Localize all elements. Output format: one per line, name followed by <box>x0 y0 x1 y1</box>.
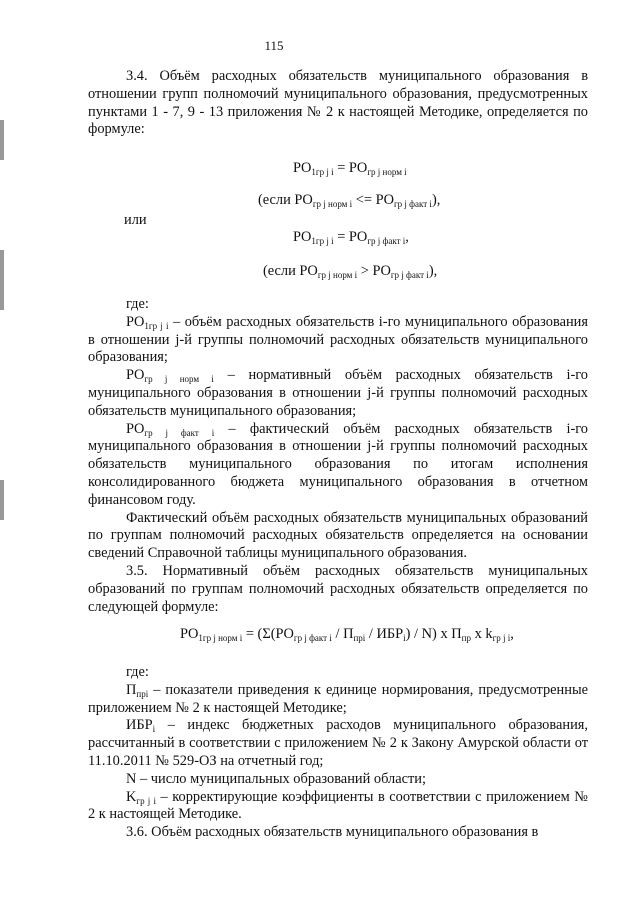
definition-item: $ИБР_i$ – индекс бюджетных расходов муниципального образования, рассчитанный в соответствии с приложением № 2 к Закону Амурской области от 11.10.2011 № 529-ОЗ на отчетный год; <box>88 717 588 769</box>
definition-item: $K_{гр j i}$ – корректирующие коэффициенты в соответствии с приложением № 2 к настоящей Методике. <box>88 788 588 823</box>
scan-edge-shadow <box>0 120 4 160</box>
where-label: где: <box>126 664 149 680</box>
definitions-3-5 <box>88 664 588 842</box>
paragraph: 3.4. Объём расходных обязательств муниципального образования в отношении групп полномочий муниципального образования, предусмотренных пунктами 1 - 7, 9 - 13 приложения № 2 к настоящей Методике, определяется по формуле: <box>88 68 588 138</box>
formula-2: $PO_{1гр j i} = PO_{гр j факт i}$, <box>293 229 409 246</box>
paragraph: Фактический объём расходных обязательств муниципальных образований по группам полномочий расходных обязательств определяется на основании сведений Справочной таблицы муниципального образования. <box>88 509 588 562</box>
scan-edge-shadow <box>0 250 4 310</box>
definition-item: N – число муниципальных образований области; <box>126 770 427 787</box>
definition-item: $PO_{гр j норм i}$ – нормативный объём расходных обязательств i-го муниципального образования в отношении j-й группы полномочий расходных обязательств муниципального образования; <box>88 367 588 419</box>
where-label: где: <box>126 296 149 312</box>
definition-item: $П_{прi}$ – показатели приведения к единице нормирования, предусмотренные приложением № 2 к настоящей Методике; <box>88 681 588 716</box>
condition-1: (если $PO_{гр j норм i} <= PO_{гр j факт i}$), <box>258 192 441 209</box>
scan-edge-shadow <box>0 480 4 520</box>
or-text: или <box>124 212 147 228</box>
definition-item: $PO_{1гр j i}$ – объём расходных обязательств i-го муниципального образования в отношении j-й группы полномочий расходных обязательств муниципального образования; <box>88 313 588 366</box>
definitions-3-4 <box>88 296 588 616</box>
paragraph: 3.5. Нормативный объём расходных обязательств муниципальных образований по группам полномочий расходных обязательств определяется по следующей формуле: <box>88 562 588 615</box>
formula-1: $PO_{1гр j i} = PO_{гр j норм i}$ <box>293 160 407 177</box>
section-3-4 <box>88 68 588 139</box>
condition-2: (если $PO_{гр j норм i} > PO_{гр j факт i}$), <box>263 263 438 280</box>
paragraph: 3.6. Объём расходных обязательств муниципального образования в <box>126 824 539 841</box>
formula-3: $PO_{1гр j норм i} = (\Sigma(PO_{гр j факт i} / П_{прi} / ИБР_i) / N)$ x $П_{пр}$ x $k_{гр j i}$, <box>180 626 514 643</box>
definition-item: $PO_{гр j факт i}$ – фактический объём расходных обязательств i-го муниципального образования в отношении j-й группы полномочий расходных обязательств муниципального образования по итогам исполнения консолидированного бюджета муниципального образования в отчетном финансовом году. <box>88 420 588 508</box>
page-number: 115 <box>264 38 284 53</box>
